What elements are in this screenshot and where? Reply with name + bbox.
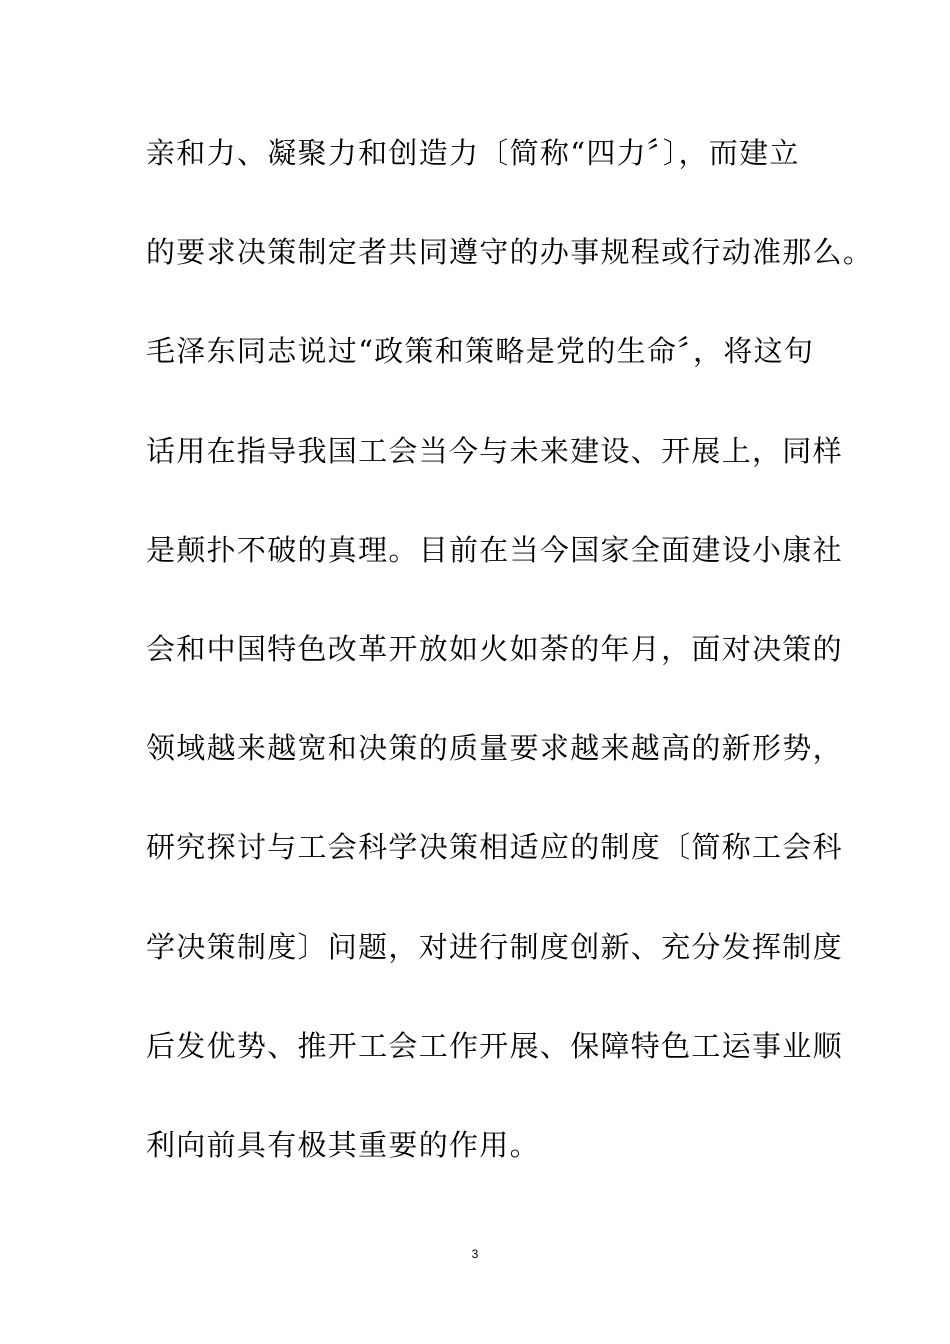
text-line: 话用在指导我国工会当今与未来建设、开展上，同样 [146, 433, 843, 468]
page-number: 3 [471, 1247, 479, 1261]
text-line: 毛泽东同志说过“政策和策略是党的生命〞，将这句 [146, 334, 815, 369]
text-line: 会和中国特色改革开放如火如荼的年月，面对决策的 [146, 631, 843, 666]
body-text [146, 124, 874, 1215]
text-line: 利向前具有极其重要的作用。 [146, 1127, 540, 1162]
text-line: 后发优势、推开工会工作开展、保障特色工运事业顺 [146, 1028, 843, 1063]
text-line: 是颠扑不破的真理。目前在当今国家全面建设小康社 [146, 532, 843, 567]
text-line: 亲和力、凝聚力和创造力〔简称“四力〞〕，而建立 [146, 136, 800, 170]
text-line: 研究探讨与工会科学决策相适应的制度〔简称工会科 [146, 830, 843, 865]
text-line: 的要求决策制定者共同遵守的办事规程或行动准那么。 [146, 235, 874, 270]
text-line: 学决策制度〕问题，对进行制度创新、充分发挥制度 [146, 929, 843, 964]
text-line: 领域越来越宽和决策的质量要求越来越高的新形势， [146, 731, 843, 766]
